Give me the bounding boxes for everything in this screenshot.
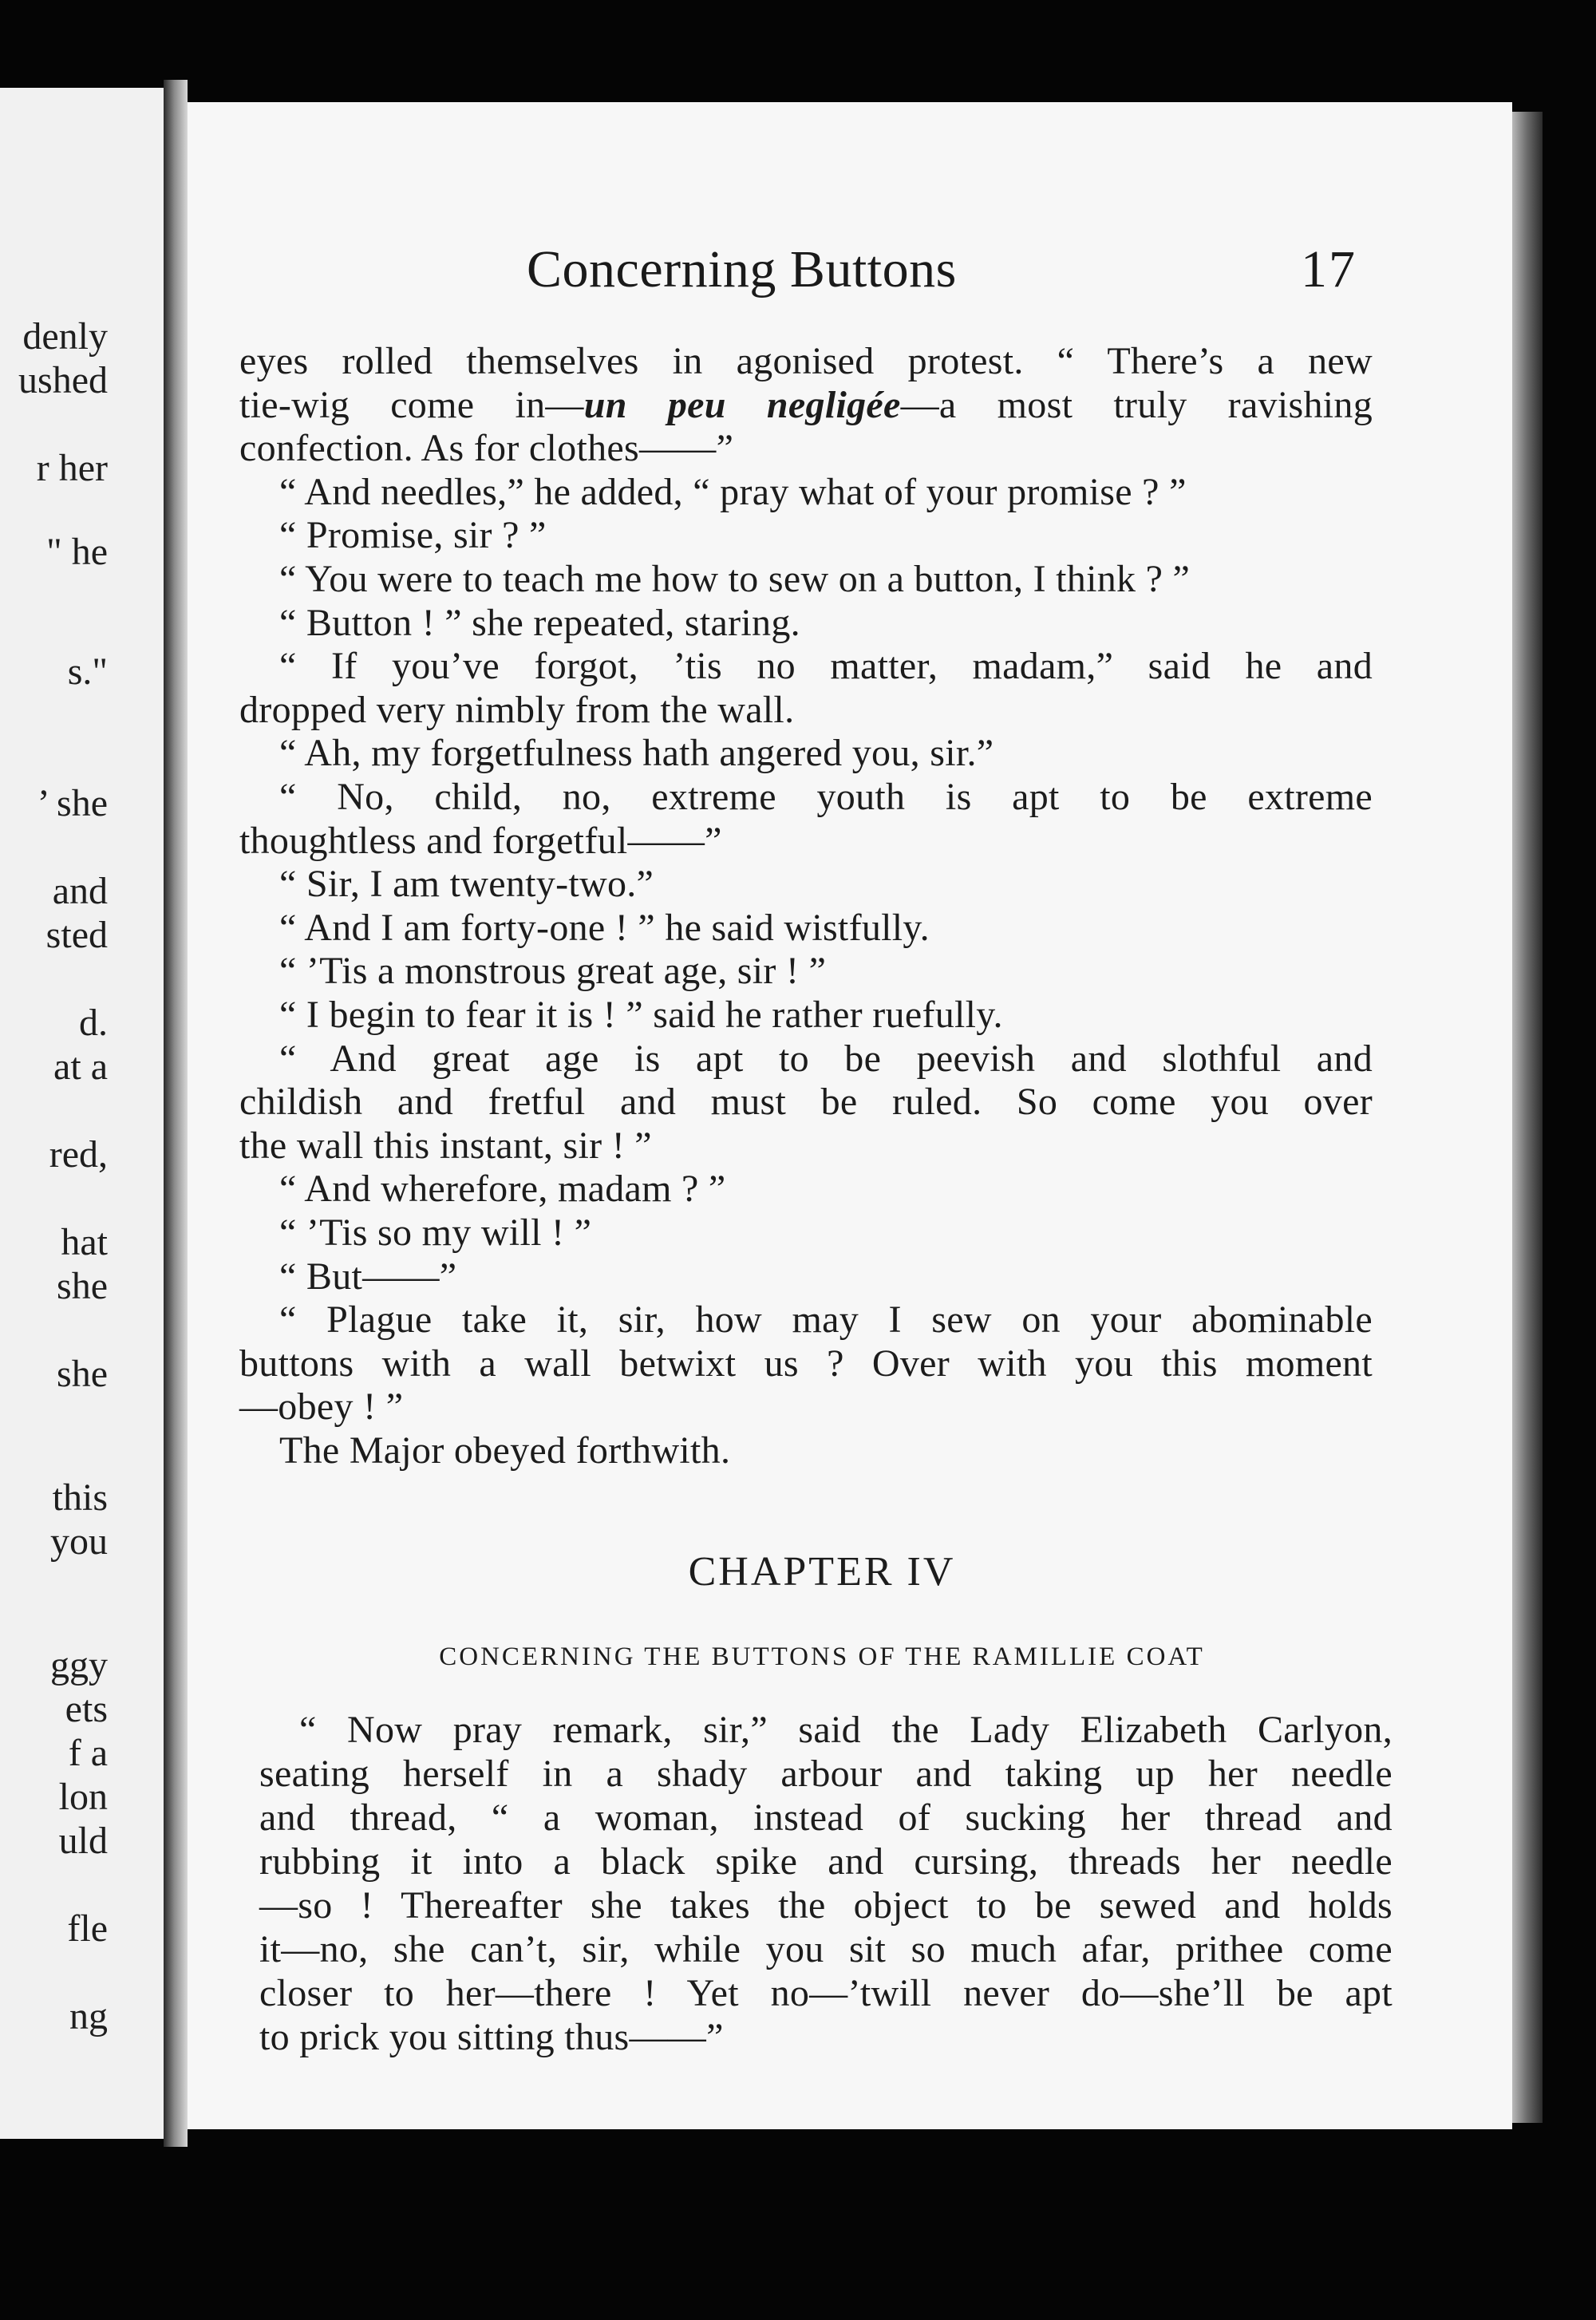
facing-page-fragment: at a — [53, 1045, 108, 1088]
text-line: “ Button ! ” she repeated, staring. — [279, 601, 800, 644]
text-line: “ Ah, my forgetfulness hath angered you, sir.” — [279, 732, 994, 775]
text-line: “ Now pray remark, sir,” said the Lady Elizabeth Carlyon, — [299, 1709, 1393, 1751]
chapter-title: CHAPTER IV — [688, 1549, 956, 1595]
text-line: thoughtless and forgetful——” — [239, 819, 722, 862]
text-line: to prick you sitting thus——” — [259, 2016, 724, 2058]
text-line: The Major obeyed forthwith. — [279, 1429, 731, 1472]
facing-page-fragment: uld — [58, 1820, 108, 1862]
text-line: rubbing it into a black spike and cursing, threads her needle — [259, 1840, 1393, 1883]
facing-page-fragment: fle — [67, 1907, 108, 1950]
text-line: “ Sir, I am twenty-two.” — [279, 863, 654, 906]
facing-page-edge — [0, 88, 168, 2139]
text-line: —so ! Thereafter she takes the object to be sewed and holds — [259, 1884, 1393, 1927]
text-line: buttons with a wall betwixt us ? Over with you this moment — [239, 1342, 1373, 1385]
facing-page-fragment: f a — [68, 1732, 108, 1774]
text-line: tie-wig come in—un peu negligée—a most truly ravishing — [239, 383, 1373, 426]
page-number: 17 — [1301, 240, 1357, 298]
facing-page-fragment: she — [57, 1353, 108, 1395]
text-line: the wall this instant, sir ! ” — [239, 1124, 652, 1167]
facing-page-fragment: d. — [79, 1002, 108, 1044]
facing-page-fragment: you — [50, 1520, 108, 1563]
text-line: it—no, she can’t, sir, while you sit so much afar, prithee come — [259, 1928, 1393, 1970]
text-line: childish and fretful and must be ruled. So come you over — [239, 1081, 1373, 1124]
facing-page-fragment: ng — [69, 1995, 108, 2037]
text-line: —obey ! ” — [239, 1385, 404, 1429]
text-line: dropped very nimbly from the wall. — [239, 688, 795, 731]
text-line: seating herself in a shady arbour and taking up her needle — [259, 1753, 1393, 1795]
facing-page-fragment: lon — [58, 1776, 108, 1818]
text-line: “ And I am forty-one ! ” he said wistfully. — [279, 906, 930, 949]
text-line: “ No, child, no, extreme youth is apt to be extreme — [279, 776, 1373, 818]
facing-page-fragment: she — [57, 1265, 108, 1307]
text-line: “ You were to teach me how to sew on a button, I think ? ” — [279, 558, 1191, 600]
text-line: “ And needles,” he added, “ pray what of your promise ? ” — [279, 470, 1187, 513]
facing-page-fragment: ’ she — [37, 782, 108, 824]
text-line: “ ’Tis so my will ! ” — [279, 1211, 592, 1254]
book-gutter — [164, 80, 188, 2147]
facing-page-fragment: s." — [67, 650, 108, 693]
text-line: “ And great age is apt to be peevish and slothful and — [279, 1037, 1373, 1080]
facing-page-fragment: denly — [22, 315, 108, 358]
text-line: “ If you’ve forgot, ’tis no matter, madam,” said he and — [279, 645, 1373, 688]
facing-page-fragment: ets — [65, 1688, 108, 1730]
facing-page-fragment: this — [52, 1476, 108, 1519]
text-line: and thread, “ a woman, instead of sucking her thread and — [259, 1796, 1393, 1839]
facing-page-fragment: " he — [46, 531, 108, 573]
facing-page-fragment: sted — [45, 914, 108, 956]
facing-page-fragment: hat — [61, 1221, 108, 1263]
facing-page-fragment: r her — [36, 447, 108, 489]
text-line: closer to her—there ! Yet no—’twill never do—she’ll be apt — [259, 1972, 1393, 2014]
text-line: “ I begin to fear it is ! ” said he rather ruefully. — [279, 994, 1003, 1036]
page-edge-shadow — [1512, 112, 1543, 2123]
facing-page-fragment: ggy — [50, 1644, 108, 1686]
running-title: Concerning Buttons — [527, 240, 957, 298]
text-line: “ Promise, sir ? ” — [279, 514, 547, 557]
chapter-subtitle: CONCERNING THE BUTTONS OF THE RAMILLIE COAT — [439, 1642, 1205, 1671]
facing-page-fragment: ushed — [18, 359, 108, 401]
facing-page-fragment: red, — [49, 1133, 108, 1176]
facing-page-fragment: and — [52, 870, 108, 912]
text-line: “ And wherefore, madam ? ” — [279, 1168, 726, 1211]
text-line: “ ’Tis a monstrous great age, sir ! ” — [279, 950, 827, 993]
text-line: eyes rolled themselves in agonised protest. “ There’s a new — [239, 340, 1373, 382]
text-line: “ But——” — [279, 1255, 457, 1298]
text-line: confection. As for clothes——” — [239, 427, 734, 470]
text-line: “ Plague take it, sir, how may I sew on your abominable — [279, 1298, 1373, 1342]
italic-phrase: un peu negligée — [583, 383, 901, 426]
